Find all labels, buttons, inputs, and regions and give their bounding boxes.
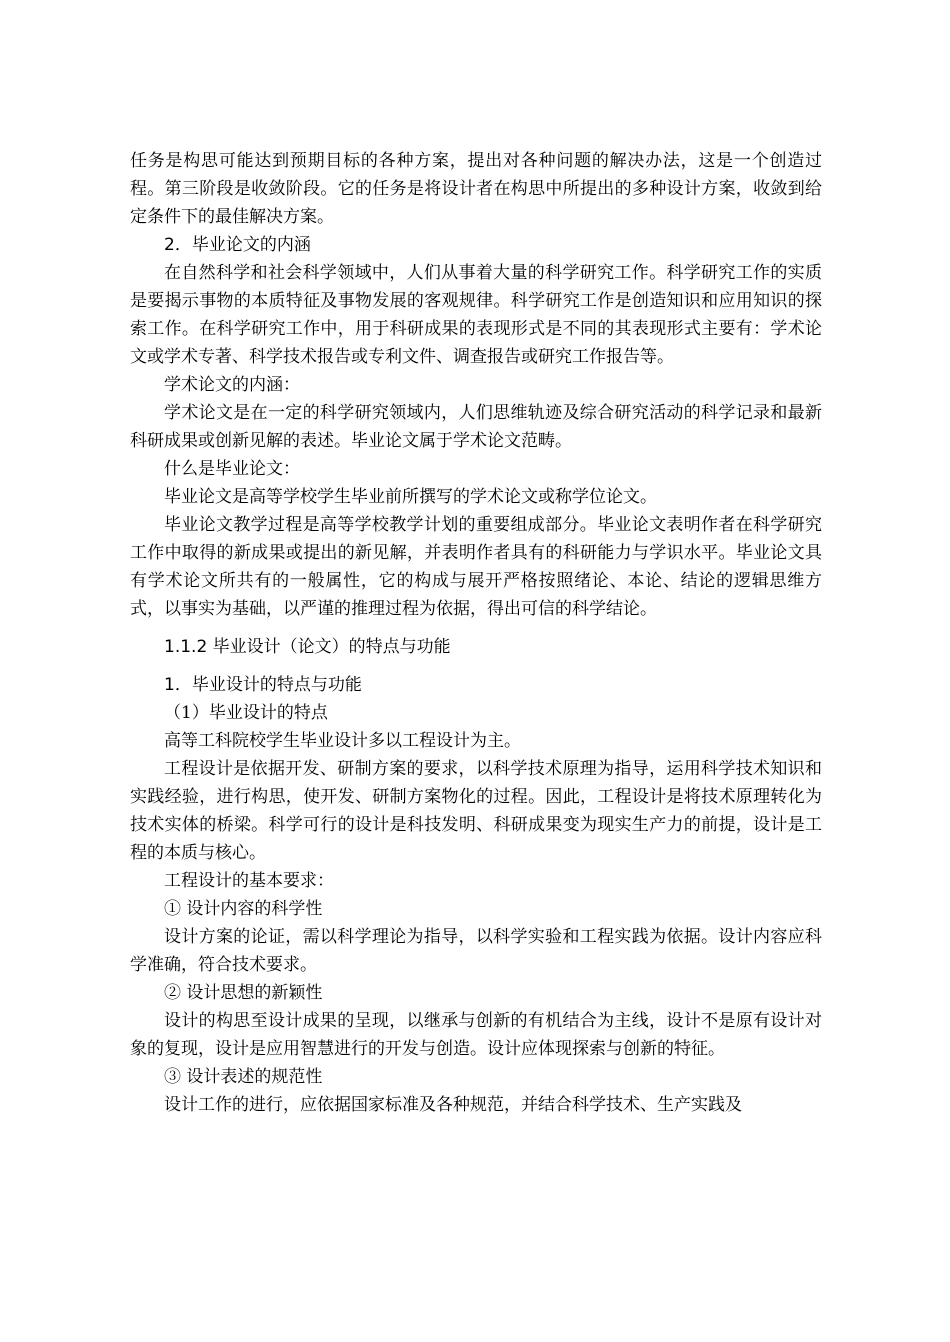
paragraph-requirement-2-body: 设计的构思至设计成果的呈现，以继承与创新的有机结合为主线，设计不是原有设计对象的复现，设计是应用智慧进行的开发与创造。设计应体现探索与创新的特征。 (130, 1011, 822, 1059)
paragraph-what-label: 什么是毕业论文： (164, 459, 300, 479)
paragraph-requirement-3: ③ 设计表述的规范性 (164, 1067, 323, 1087)
paragraph-teaching-process: 毕业论文教学过程是高等学校教学计划的重要组成部分。毕业论文表明作者在科学研究工作中取得的新成果或提出的新见解，并表明作者具有的科研能力与学识水平。毕业论文具有学术论文所共有的一般属性，它的构成与展开严格按照绪论、本论、结论的逻辑思维方式，以事实为基础，以严谨的推理过程为依据，得出可信的科学结论。 (130, 515, 822, 619)
paragraph-requirement-3-body: 设计工作的进行，应依据国家标准及各种规范，并结合科学技术、生产实践及 (164, 1095, 742, 1115)
paragraph-requirement-1: ① 设计内容的科学性 (164, 899, 323, 919)
paragraph-basic-requirements: 工程设计的基本要求： (164, 871, 334, 891)
paragraph-requirement-1-body: 设计方案的论证，需以科学理论为指导，以科学实验和工程实践为依据。设计内容应科学准确，符合技术要求。 (130, 927, 822, 975)
heading-thesis-connotation: 2．毕业论文的内涵 (164, 235, 311, 255)
paragraph-research-work: 在自然科学和社会科学领域中，人们从事着大量的科学研究工作。科学研究工作的实质是要揭示事物的本质特征及事物发展的客观规律。科学研究工作是创造知识和应用知识的探索工作。在科学研究工作中，用于科研成果的表现形式是不同的其表现形式主要有：学术论文或学术专著、科学技术报告或专利文件、调查报告或研究工作报告等。 (130, 263, 822, 367)
document-page (130, 147, 822, 1119)
paragraph-engineering-main: 高等工科院校学生毕业设计多以工程设计为主。 (164, 731, 521, 751)
paragraph-academic-definition: 学术论文是在一定的科学研究领域内，人们思维轨迹及综合研究活动的科学记录和最新科研成果或创新见解的表述。毕业论文属于学术论文范畴。 (130, 403, 822, 451)
paragraph-subheading-features: （1）毕业设计的特点 (164, 703, 328, 723)
paragraph-requirement-2: ② 设计思想的新颖性 (164, 983, 323, 1003)
paragraph-what-definition: 毕业论文是高等学校学生毕业前所撰写的学术论文或称学位论文。 (164, 487, 657, 507)
heading-section-1-1-2: 1.1.2 毕业设计（论文）的特点与功能 (164, 637, 451, 657)
paragraph-engineering-definition: 工程设计是依据开发、研制方案的要求，以科学技术原理为指导，运用科学技术知识和实践经验，进行构思，使开发、研制方案物化的过程。因此，工程设计是将技术原理转化为技术实体的桥梁。科学可行的设计是科技发明、科研成果变为现实生产力的前提，设计是工程的本质与核心。 (130, 759, 822, 863)
heading-features-functions: 1．毕业设计的特点与功能 (164, 675, 362, 695)
paragraph-continuation: 任务是构思可能达到预期目标的各种方案，提出对各种问题的解决办法，这是一个创造过程。第三阶段是收敛阶段。它的任务是将设计者在构思中所提出的多种设计方案，收敛到给定条件下的最佳解决方案。 (130, 151, 822, 227)
paragraph-academic-label: 学术论文的内涵： (164, 375, 300, 395)
